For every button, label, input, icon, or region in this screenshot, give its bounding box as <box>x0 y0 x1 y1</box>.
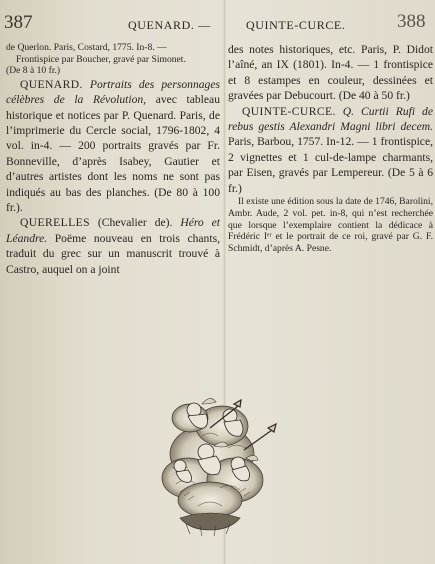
continued-line: de Querlon. Paris, Costard, 1775. In-8. — <box>6 42 167 53</box>
entry-body: Poëme nouveau en trois chants, traduit du grec sur un manuscrit trouvé à Castro, auquel on a joint <box>6 231 220 276</box>
price-line: (De 8 à 10 fr.) <box>6 65 61 77</box>
continued-line: Frontispice par Boucher, gravé par Simonet. <box>16 53 186 65</box>
entry-querelles <box>6 215 220 277</box>
running-title-left: QUENARD. — <box>128 18 211 32</box>
entry-quenard <box>6 77 220 216</box>
entry-title: Héro et Léandre. <box>6 216 221 245</box>
entry-headword: QUERELLES <box>20 216 90 230</box>
page-number-left: 387 <box>4 12 33 33</box>
continued-entry <box>6 42 220 77</box>
bibliographic-note: Il existe une édition sous la date de 1746, Barolini, Ambr. Aude, 2 vol. pet. in-8, qui n’est recherchée que lorsque l’exemplaire contient la dédicace à Frédéric Iᵉʳ et le portrait de ce roi, gravé par G. F. Schmidt, d’après A. Pesne. <box>228 196 433 255</box>
entry-title: Portraits des personnages célèbres de la Révolution, <box>6 77 220 107</box>
running-header <box>0 0 435 40</box>
entry-author: (Chevalier de). <box>97 216 173 230</box>
entry-body: avec tableau historique et notices par P. Quenard. Paris, de l’imprimerie du Cercle social, 1796-1802, 4 vol. in-4. — 200 portraits gravés par Fr. Bonneville, d’après Isabey, Gautier et d’autres artistes dont les noms ne sont pas indiqués au bas des planches. (De 80 à 100 fr.). <box>6 93 220 215</box>
continued-entry: des notes historiques, etc. Paris, P. Didot l’aîné, an IX (1801). In-4. — 1 frontispice et 8 estampes en couleur, dessinées et gravées par Debucourt. (De 40 à 50 fr.) <box>228 43 433 103</box>
page-number-right: 388 <box>397 11 426 32</box>
right-column <box>228 42 433 255</box>
entry-headword: QUENARD. <box>20 77 83 91</box>
entry-body: Paris, Barbou, 1757. In-12. — 1 frontispice, 2 vignettes et 1 cul-de-lampe charmants, par Eisen, gravés par Lempereur. (De 5 à 6 fr.) <box>228 135 433 195</box>
base-ground <box>180 513 240 536</box>
cul-de-lampe-vignette <box>150 388 290 543</box>
left-column <box>6 42 220 277</box>
entry-title: Q. Curtii Rufi de rebus gestis Alexandri Magni libri decem. <box>228 104 433 134</box>
running-title-right: QUINTE-CURCE. <box>246 18 346 32</box>
entry-quinte-curce <box>228 104 433 196</box>
entry-headword: QUINTE-CURCE. <box>242 104 336 118</box>
